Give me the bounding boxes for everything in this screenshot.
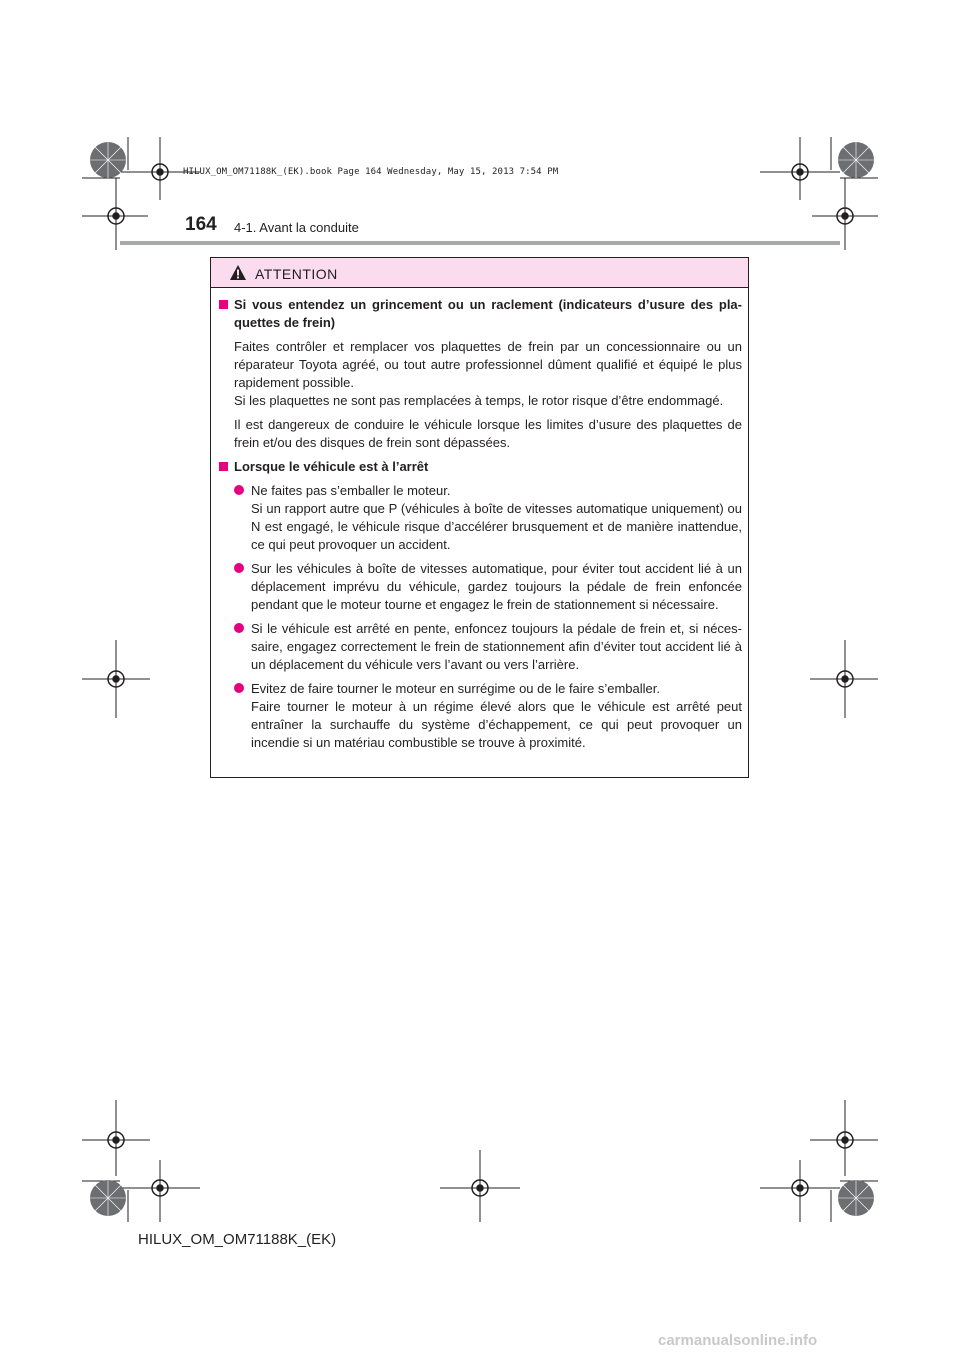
paragraph: Il est dangereux de conduire le véhicule lorsque les limites d’usure des plaquettes de frein et/ou des disques de frein sont dépassées. [234,417,742,450]
bullet-text: Si un rapport autre que P (véhicules à boîte de vitesses automatique uniquement) ou N est engagé, le véhicule risque d’accélérer brusquement et de manière inattendue, ce qui peut provoquer un accident. [251,501,742,552]
warning-title: ATTENTION [255,266,338,282]
bullet-text: Si le véhicule est arrêté en pente, enfoncez toujours la pédale de frein et, si nécessaire, engagez correctement le frein de stationnement afin d’éviter tout accident lié à un déplacement du véhicule vers l’avant ou vers l’arrière. [251,621,742,672]
bullet-text: Sur les véhicules à boîte de vitesses automatique, pour éviter tout accident lié à un déplacement imprévu du véhicule, gardez toujours la pédale de frein enfoncée pendant que le moteur tourne et engagez le frein de stationnement si nécessaire. [251,561,742,612]
sunburst-mark-icon [90,142,874,1216]
paragraph-line: Faites contrôler et remplacer vos plaquettes de frein par un concessionnaire ou un réparateur Toyota agréé, ou tout autre professionnel dûment qualifié et équipé le plus rapidement possible. [234,339,742,390]
section-heading-text: Si vous entendez un grincement ou un raclement (indicateurs d’usure des plaquettes de frein) [234,297,742,330]
section-heading-text: Lorsque le véhicule est à l’arrêt [234,459,429,474]
watermark: carmanualsonline.info [658,1332,818,1349]
bullet-text: Faire tourner le moteur à un régime élevé alors que le véhicule est arrêté peut entraîner la surchauffe du système d’échappement, ce qui peut provoquer un incendie si un matériau combustible se trouve à proximité. [251,699,742,750]
bullet-lead: Evitez de faire tourner le moteur en surrégime ou de le faire s’emballer. [251,681,660,696]
print-meta-line: HILUX_OM_OM71188K_(EK).book Page 164 Wednesday, May 15, 2013 7:54 PM [183,167,559,177]
page-number: 164 [185,214,217,235]
bullet-lead: Ne faites pas s’emballer le moteur. [251,483,451,498]
section-title: 4-1. Avant la conduite [234,220,359,235]
registration-target-icon [108,164,853,1196]
document-code: HILUX_OM_OM71188K_(EK) [138,1231,337,1248]
paragraph-line: Si les plaquettes ne sont pas remplacées à temps, le rotor risque d’être endommagé. [234,393,724,408]
